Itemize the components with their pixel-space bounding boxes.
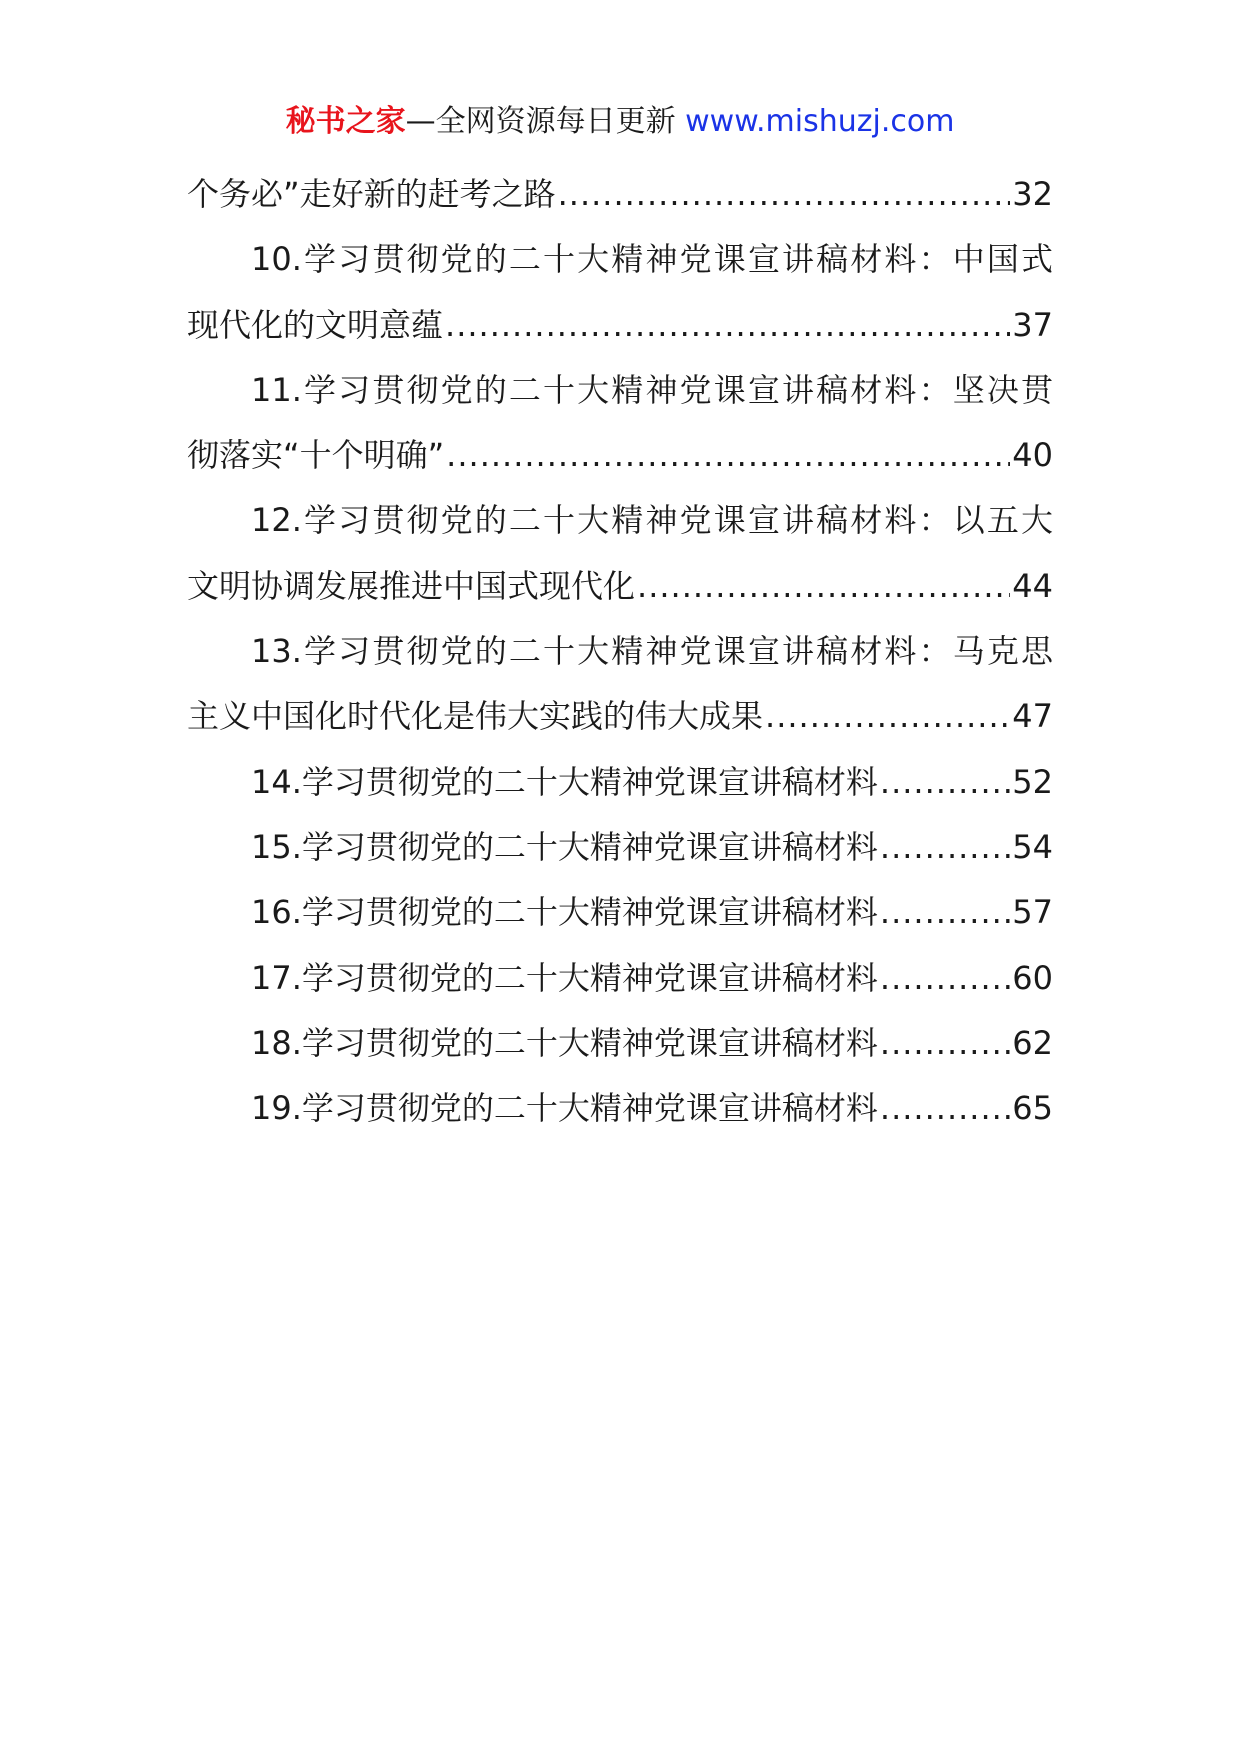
toc-page-number: 47 [1012, 697, 1053, 736]
toc-entry-title-line [187, 423, 1053, 488]
toc-leader-dots [880, 1011, 1010, 1076]
toc-entry[interactable] [187, 750, 1053, 815]
toc-entry-title-line: 12.学习贯彻党的二十大精神党课宣讲稿材料：以五大 [251, 501, 1053, 540]
toc-page-number: 65 [1012, 1089, 1053, 1128]
toc-leader-dots [637, 554, 1010, 619]
toc-entry-title: 14.学习贯彻党的二十大精神党课宣讲稿材料 [251, 762, 878, 801]
toc-entry[interactable] [187, 162, 1053, 227]
toc-page-number: 62 [1012, 1023, 1053, 1062]
toc-entry-title: 16.学习贯彻党的二十大精神党课宣讲稿材料 [251, 893, 878, 932]
toc-leader-dots [880, 1076, 1010, 1141]
toc-entry-title-line [187, 750, 1053, 815]
toc-entry-title: 主义中国化时代化是伟大实践的伟大成果 [187, 697, 764, 736]
toc-entry-title-line [187, 684, 1053, 749]
toc-entry-title-line [187, 554, 1053, 619]
toc-entry[interactable] [187, 946, 1053, 1011]
toc-entry-title-line [187, 1076, 1053, 1141]
toc-page-number: 52 [1012, 762, 1053, 801]
toc-leader-dots [880, 750, 1010, 815]
toc-entry-title: 17.学习贯彻党的二十大精神党课宣讲稿材料 [251, 958, 878, 997]
toc-leader-dots [446, 423, 1010, 488]
toc-entry[interactable] [187, 358, 1053, 489]
toc-entry-title: 个务必”走好新的赶考之路 [187, 175, 556, 213]
toc-entry-title-line [187, 880, 1053, 945]
toc-entry-title: 彻落实“十个明确” [187, 436, 445, 475]
toc-entry-title-line: 13.学习贯彻党的二十大精神党课宣讲稿材料：马克思 [251, 632, 1053, 671]
toc-entry[interactable] [187, 880, 1053, 945]
toc-entry-title: 文明协调发展推进中国式现代化 [187, 566, 636, 605]
toc-entry-title-line: 10.学习贯彻党的二十大精神党课宣讲稿材料：中国式 [251, 240, 1053, 279]
toc-page-number: 60 [1012, 958, 1053, 997]
toc-leader-dots [880, 946, 1010, 1011]
toc-entry-title: 现代化的文明意蕴 [187, 305, 444, 344]
page-header [0, 100, 1240, 144]
toc-entry-title-line [187, 946, 1053, 1011]
site-link[interactable]: www.mishuzj.com [685, 104, 955, 139]
toc-leader-dots [558, 162, 1011, 227]
toc-page-number: 54 [1012, 827, 1053, 866]
toc-page-number: 40 [1012, 436, 1053, 475]
toc-entry[interactable] [187, 1076, 1053, 1141]
toc-entry-title-line [187, 1011, 1053, 1076]
toc-entry-title-line [187, 293, 1053, 358]
brand-name: 秘书之家 [285, 104, 406, 139]
toc-entry[interactable] [187, 815, 1053, 880]
toc-entry-title-line: 11.学习贯彻党的二十大精神党课宣讲稿材料：坚决贯 [251, 370, 1053, 409]
toc-page-number: 44 [1012, 566, 1053, 605]
toc-page-number: 57 [1012, 893, 1053, 932]
table-of-contents [187, 162, 1053, 1141]
toc-entry-title: 19.学习贯彻党的二十大精神党课宣讲稿材料 [251, 1089, 878, 1128]
toc-leader-dots [880, 880, 1010, 945]
toc-entry[interactable] [187, 1011, 1053, 1076]
toc-leader-dots [445, 293, 1010, 358]
toc-entry[interactable] [187, 488, 1053, 619]
toc-entry-title-line [187, 815, 1053, 880]
toc-page-number: 32 [1012, 175, 1053, 213]
toc-entry-title-line [187, 162, 1053, 227]
toc-leader-dots [765, 684, 1010, 749]
toc-entry-title: 18.学习贯彻党的二十大精神党课宣讲稿材料 [251, 1023, 878, 1062]
toc-entry[interactable] [187, 227, 1053, 358]
toc-page-number: 37 [1012, 305, 1053, 344]
toc-entry[interactable] [187, 619, 1053, 750]
header-tagline: —全网资源每日更新 [405, 104, 676, 139]
toc-leader-dots [880, 815, 1010, 880]
toc-entry-title: 15.学习贯彻党的二十大精神党课宣讲稿材料 [251, 827, 878, 866]
